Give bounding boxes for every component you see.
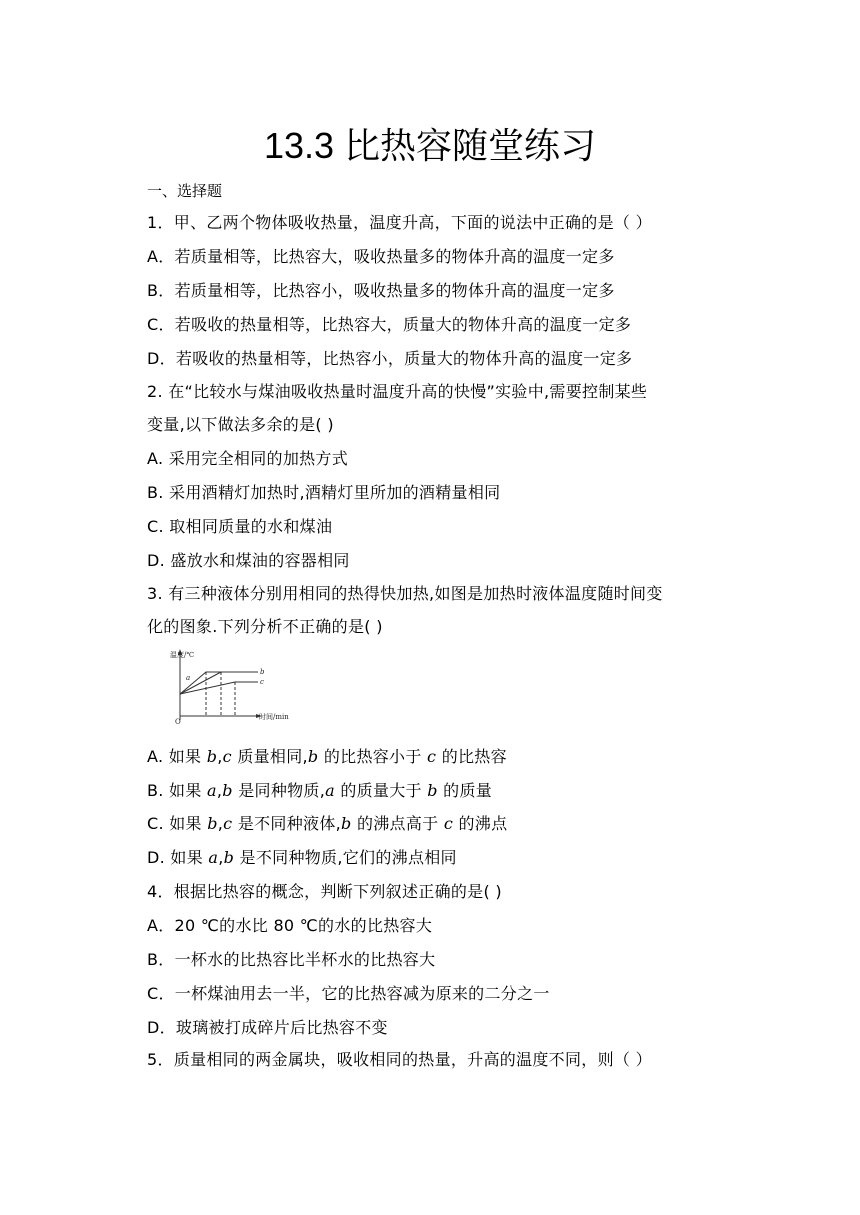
line-a (180, 672, 258, 694)
q2-option-b: B. 采用酒精灯加热时,酒精灯里所加的酒精量相同 (147, 483, 501, 502)
q3-stem-line2: 化的图象.下列分析不正确的是( ) (147, 617, 383, 636)
q4-option-a: A．20 ℃的水比 80 ℃的水的比热容大 (147, 916, 433, 935)
q5-stem: 5．质量相同的两金属块，吸收相同的热量，升高的温度不同，则（ ） (147, 1050, 652, 1069)
q3-option-c: C. 如果 b,c 是不同种液体,b 的沸点高于 c 的沸点 (147, 814, 508, 833)
q2-option-d: D. 盛放水和煤油的容器相同 (147, 551, 350, 570)
q1-option-b: B．若质量相等，比热容小，吸收热量多的物体升高的温度一定多 (147, 281, 615, 300)
section-heading: 一、选择题 (147, 182, 223, 200)
q2-stem-line1: 2. 在“比较水与煤油吸收热量时温度升高的快慢”实验中,需要控制某些 (147, 382, 648, 401)
q4-option-b: B．一杯水的比热容比半杯水的比热容大 (147, 950, 436, 969)
q2-option-c: C. 取相同质量的水和煤油 (147, 517, 333, 536)
q1-stem: 1．甲、乙两个物体吸收热量，温度升高，下面的说法中正确的是（ ） (147, 213, 652, 232)
q1-option-c: C．若吸收的热量相等，比热容大，质量大的物体升高的温度一定多 (147, 315, 632, 334)
y-axis-label: 温度/℃ (170, 651, 195, 659)
q2-stem-line2: 变量,以下做法多余的是( ) (147, 415, 334, 434)
origin-label: O (175, 718, 181, 726)
q1-option-a: A．若质量相等，比热容大，吸收热量多的物体升高的温度一定多 (147, 247, 615, 266)
q4-option-c: C．一杯煤油用去一半，它的比热容减为原来的二分之一 (147, 984, 550, 1003)
q3-stem-line1: 3. 有三种液体分别用相同的热得快加热,如图是加热时液体温度随时间变 (147, 584, 663, 603)
q1-option-d: D．若吸收的热量相等，比热容小，质量大的物体升高的温度一定多 (147, 349, 633, 368)
x-axis-label: 时间/min (259, 713, 289, 721)
q2-option-a: A. 采用完全相同的加热方式 (147, 449, 349, 468)
page-title: 13.3 比热容随堂练习 (263, 125, 597, 166)
line-c-label: c (260, 678, 264, 686)
q3-option-a: A. 如果 b,c 质量相同,b 的比热容小于 c 的比热容 (147, 747, 507, 766)
line-a-label: a (186, 674, 191, 682)
q3-option-d: D. 如果 a,b 是不同种物质,它们的沸点相同 (147, 848, 457, 867)
line-b-label: b (260, 668, 265, 676)
q3-option-b: B. 如果 a,b 是同种物质,a 的质量大于 b 的质量 (147, 781, 493, 800)
q4-option-d: D．玻璃被打成碎片后比热容不变 (147, 1018, 388, 1037)
q4-stem: 4．根据比热容的概念，判断下列叙述正确的是( ) (147, 882, 502, 901)
temperature-time-figure (166, 646, 306, 726)
